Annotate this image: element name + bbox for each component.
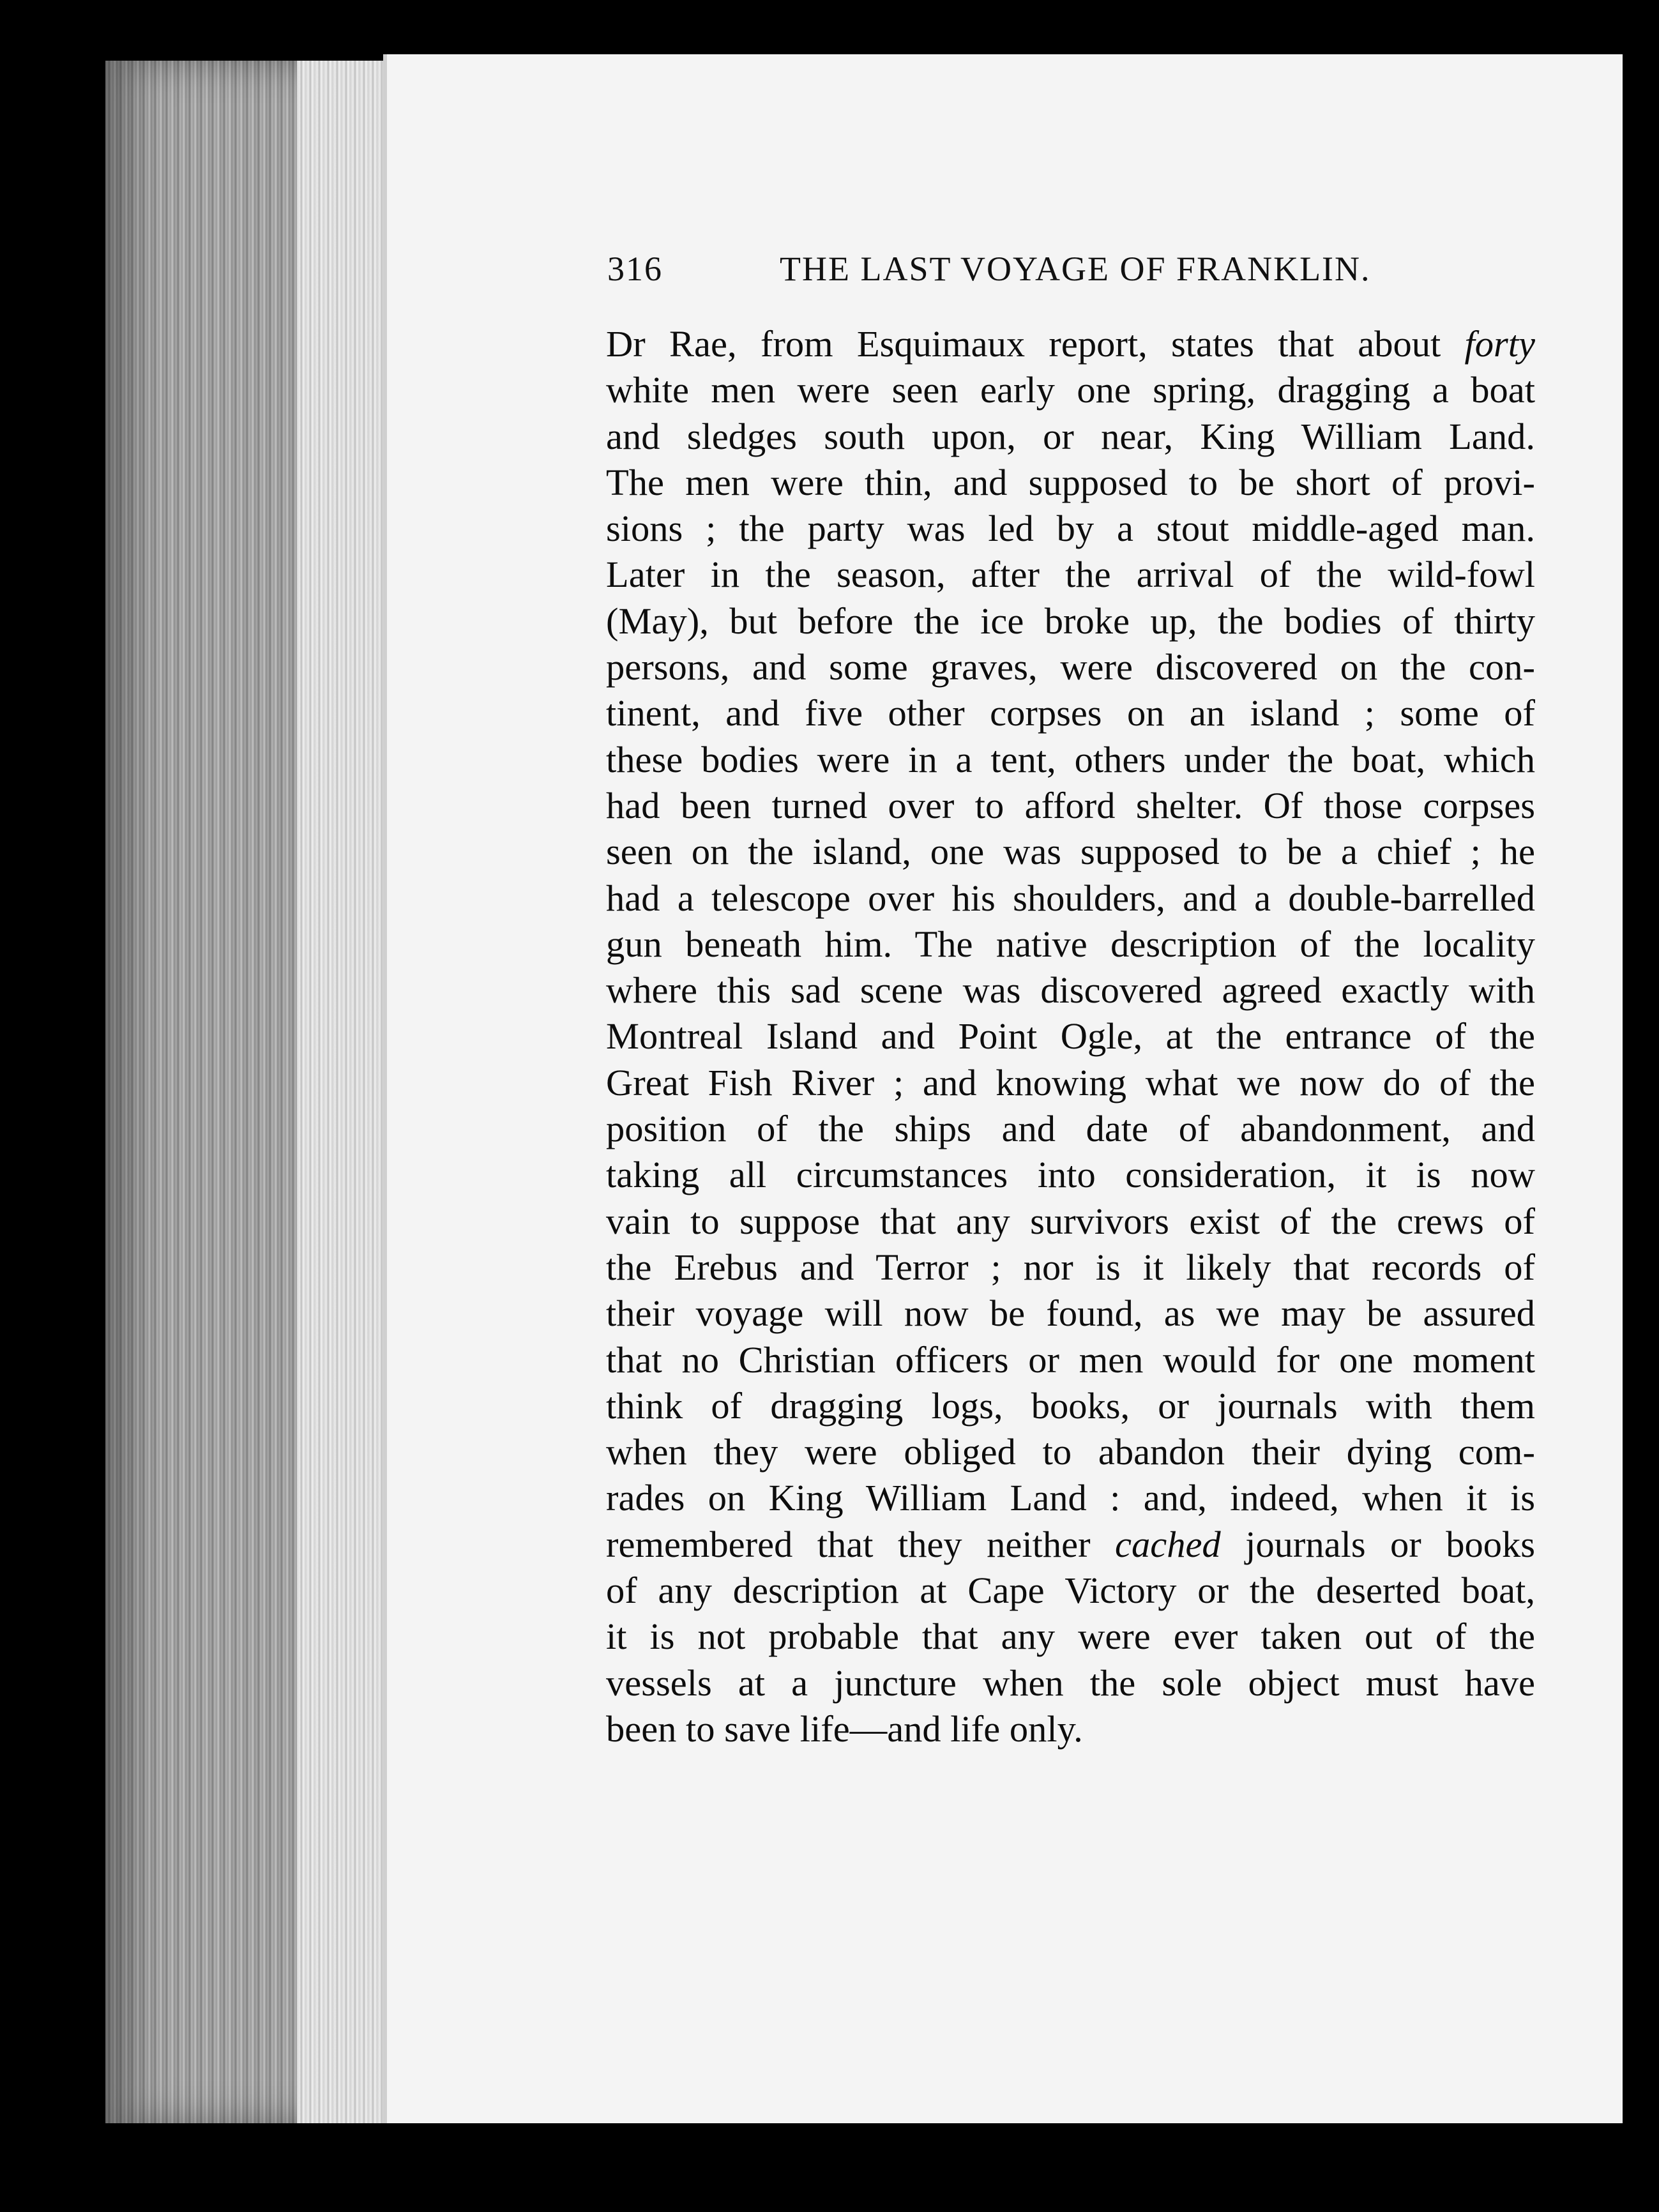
text-line bbox=[606, 737, 1535, 783]
text-line bbox=[606, 921, 1535, 967]
body-text bbox=[606, 321, 1535, 1752]
italic-word: forty bbox=[1464, 323, 1535, 365]
text-line bbox=[606, 967, 1535, 1013]
italic-word: cached bbox=[1115, 1523, 1221, 1565]
text-line bbox=[606, 460, 1535, 506]
text-line-roman: had been turned over to afford shelter. Of those corpses bbox=[606, 784, 1535, 826]
text-line bbox=[606, 829, 1535, 875]
text-line-roman: vessels at a juncture when the sole object must have bbox=[606, 1662, 1535, 1704]
text-line bbox=[606, 1199, 1535, 1245]
text-line-roman: sions ; the party was led by a stout middle-aged man. bbox=[606, 508, 1535, 550]
text-line-roman: these bodies were in a tent, others under the boat, which bbox=[606, 738, 1535, 780]
book-page-edges bbox=[105, 61, 393, 2123]
text-line bbox=[606, 506, 1535, 552]
text-line bbox=[606, 644, 1535, 690]
text-line-roman: Later in the season, after the arrival of the wild-fowl bbox=[606, 554, 1535, 596]
text-line bbox=[606, 1106, 1535, 1152]
text-line bbox=[606, 1660, 1535, 1706]
text-line-roman: the Erebus and Terror ; nor is it likely that records of bbox=[606, 1246, 1535, 1288]
text-line-roman: and sledges south upon, or near, King William Land. bbox=[606, 415, 1535, 457]
text-line bbox=[606, 598, 1535, 644]
text-line-roman: Dr Rae, from Esquimaux report, states that about bbox=[606, 323, 1465, 365]
text-line bbox=[606, 1568, 1535, 1614]
text-line-roman: when they were obliged to abandon their dying com- bbox=[606, 1431, 1535, 1473]
text-line bbox=[606, 1152, 1535, 1198]
text-line bbox=[606, 1291, 1535, 1337]
text-line-roman: taking all circumstances into consideration, it is now bbox=[606, 1154, 1535, 1196]
text-line bbox=[606, 783, 1535, 829]
running-head bbox=[607, 249, 1659, 294]
text-line bbox=[606, 690, 1535, 736]
text-line-roman: seen on the island, one was supposed to be a chief ; he bbox=[606, 831, 1535, 873]
book-page bbox=[383, 54, 1623, 2123]
text-line-roman: persons, and some graves, were discovered on the con- bbox=[606, 646, 1535, 688]
text-line-roman: of any description at Cape Victory or the deserted boat, bbox=[606, 1570, 1535, 1612]
text-line bbox=[606, 1706, 1535, 1752]
page-number: 316 bbox=[607, 250, 663, 288]
text-line bbox=[606, 367, 1535, 413]
text-line-roman: Montreal Island and Point Ogle, at the entrance of the bbox=[606, 1015, 1535, 1057]
text-line bbox=[606, 1614, 1535, 1660]
text-line-roman: that no Christian officers or men would for one moment bbox=[606, 1338, 1535, 1381]
text-line-roman: gun beneath him. The native description of the locality bbox=[606, 923, 1535, 965]
text-line-roman: rades on King William Land : and, indeed, when it is bbox=[606, 1477, 1535, 1519]
text-line-roman: tinent, and five other corpses on an island ; some of bbox=[606, 692, 1535, 734]
text-line-roman: remembered that they neither bbox=[606, 1523, 1116, 1565]
text-line-roman: it is not probable that any were ever taken out of the bbox=[606, 1616, 1535, 1658]
text-line-roman: (May), but before the ice broke up, the bodies of thirty bbox=[606, 600, 1535, 642]
text-line bbox=[606, 1013, 1535, 1059]
running-head-title: THE LAST VOYAGE OF FRANKLIN. bbox=[780, 250, 1371, 288]
text-line-roman: vain to suppose that any survivors exist of the crews of bbox=[606, 1200, 1535, 1242]
text-line-roman: been to save life—and life only. bbox=[606, 1708, 1083, 1750]
text-line-after: journals or books bbox=[1220, 1523, 1536, 1565]
text-line-roman: white men were seen early one spring, dragging a boat bbox=[606, 369, 1535, 411]
text-line bbox=[606, 321, 1535, 367]
text-line bbox=[606, 1337, 1535, 1383]
text-line bbox=[606, 875, 1535, 921]
text-line bbox=[606, 414, 1535, 460]
text-line-roman: where this sad scene was discovered agreed exactly with bbox=[606, 969, 1535, 1011]
text-line bbox=[606, 1522, 1535, 1568]
text-line-roman: think of dragging logs, books, or journals with them bbox=[606, 1384, 1535, 1427]
text-line bbox=[606, 1429, 1535, 1475]
text-line bbox=[606, 1475, 1535, 1521]
text-line-roman: Great Fish River ; and knowing what we now do of the bbox=[606, 1061, 1535, 1103]
text-line bbox=[606, 1060, 1535, 1106]
text-line-roman: had a telescope over his shoulders, and a double-barrelled bbox=[606, 877, 1535, 919]
text-line bbox=[606, 552, 1535, 598]
text-line bbox=[606, 1383, 1535, 1429]
text-line bbox=[606, 1245, 1535, 1291]
text-line-roman: their voyage will now be found, as we may be assured bbox=[606, 1292, 1535, 1335]
text-line-roman: position of the ships and date of abandonment, and bbox=[606, 1108, 1535, 1150]
text-line-roman: The men were thin, and supposed to be short of provi- bbox=[606, 461, 1535, 503]
